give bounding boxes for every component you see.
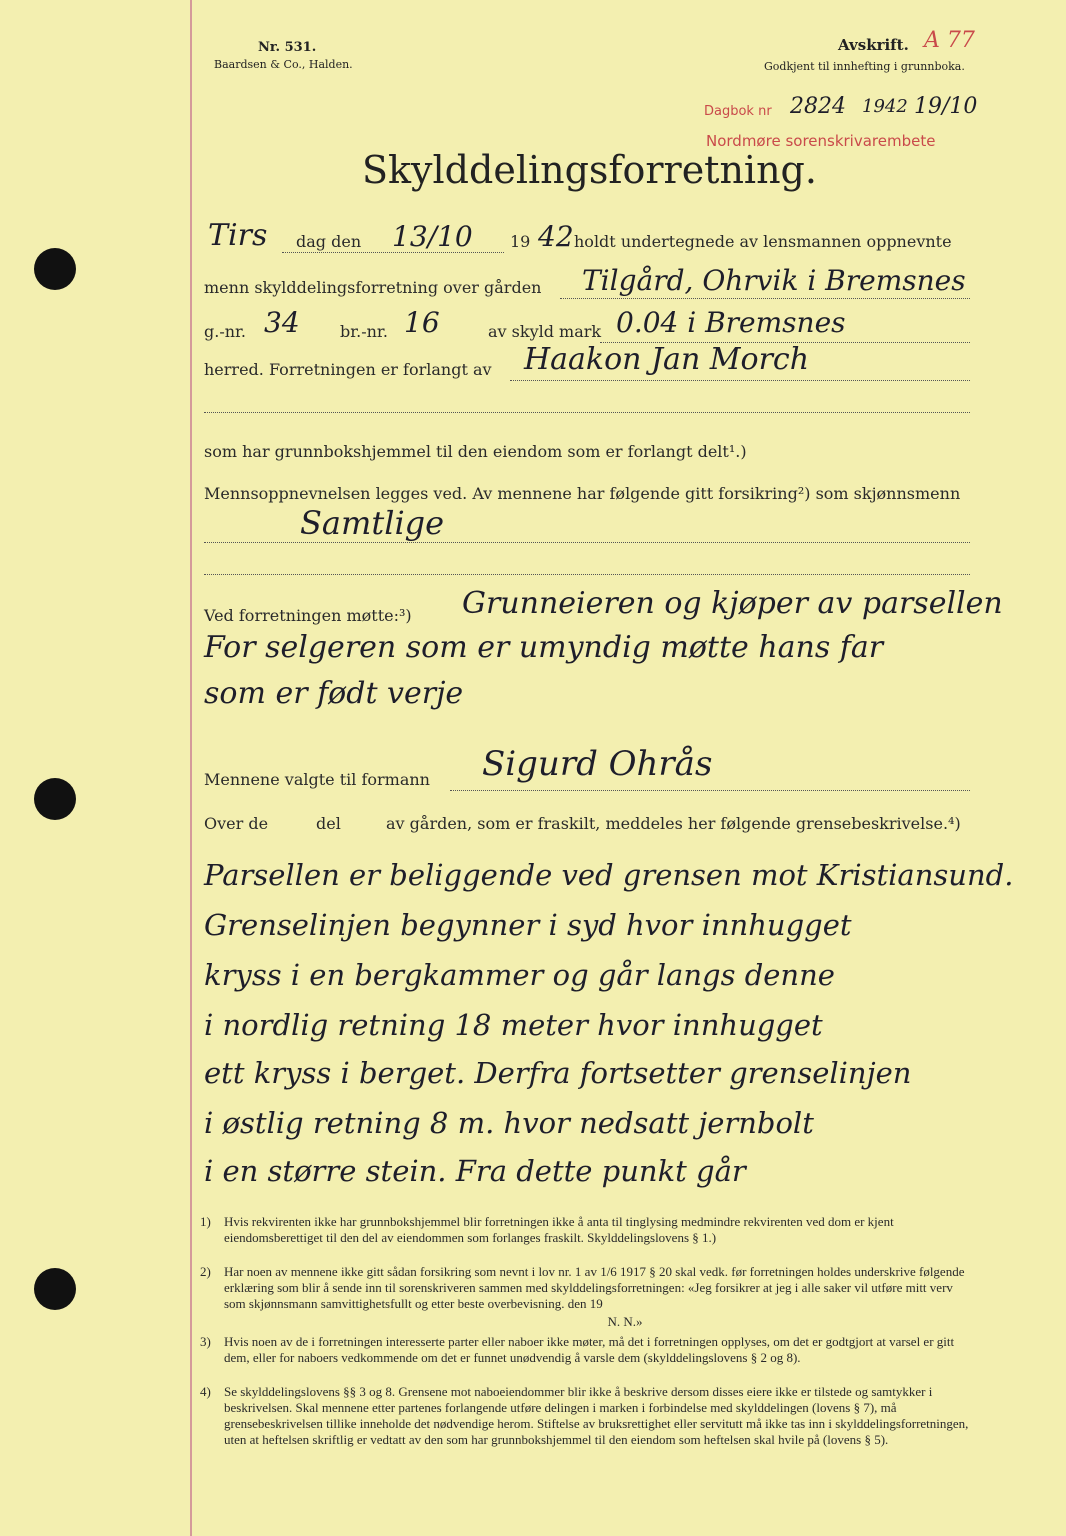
menn-text: menn skylddelingsforretning over gården xyxy=(204,278,542,297)
dotted-line xyxy=(204,542,970,543)
motte-line-1: Grunneieren og kjøper av parsellen xyxy=(462,586,1003,621)
footnote xyxy=(200,1384,970,1448)
dagbok-date: 19/10 xyxy=(914,94,978,119)
motte-line-3: som er født verje xyxy=(204,676,464,711)
grunnbok-text: som har grunnbokshjemmel til den eiendom som er forlangt delt¹.) xyxy=(204,442,747,461)
herred-text: herred. Forretningen er forlangt av xyxy=(204,360,492,379)
footnote xyxy=(200,1334,970,1366)
description-line: i nordlig retning 18 meter hvor innhugget xyxy=(204,1008,823,1042)
dagbok-prefix: Dagbok nr xyxy=(704,104,772,119)
description-line: Grenselinjen begynner i syd hvor innhugget xyxy=(204,908,852,942)
printer-name: Baardsen & Co., Halden. xyxy=(214,58,353,71)
farm-name: Tilgård, Ohrvik i Bremsnes xyxy=(582,264,966,297)
year-prefix: 19 xyxy=(510,232,531,251)
footnote xyxy=(200,1264,970,1312)
brnr-label: br.-nr. xyxy=(340,322,388,341)
dotted-line xyxy=(450,790,970,791)
brnr-value: 16 xyxy=(404,306,440,339)
avskrift-label: Avskrift. xyxy=(838,36,909,54)
footnote-text: N. N.» xyxy=(607,1314,643,1329)
binder-hole xyxy=(34,248,76,290)
binder-hole xyxy=(34,778,76,820)
avskrift-mark: A 77 xyxy=(924,28,975,53)
footnote-number: 2) xyxy=(200,1264,211,1279)
day-name: Tirs xyxy=(208,218,268,253)
binder-hole xyxy=(34,1268,76,1310)
skyld-label: av skyld mark xyxy=(488,322,602,341)
motte-label: Ved forretningen møtte:³) xyxy=(204,606,412,625)
description-line: kryss i en bergkammer og går langs denne xyxy=(204,958,835,992)
requester-name: Haakon Jan Morch xyxy=(524,342,810,377)
date-value: 13/10 xyxy=(392,220,473,253)
dag-den-label: dag den xyxy=(296,232,362,251)
footnote-text: Se skylddelingslovens §§ 3 og 8. Grensene mot naboeiendommer blir ikke å beskrive dersom disses eiere ikke er tilstede og samtykker i beskrivelsen. Skal mennene etter partenes forlangende utføre delingen i marken i forbindelse med skylddelingen (lovens § 7), må grensebeskrivelsen tillike inneholde det nødvendige herom. Stiftelse av bruksrettighet eller servitutt må ikke tas inn i skylddelingsforretningen, uten at heftelsen skriftlig er vedtatt av den som har grunnbokshjemmel til den eiendom som heftelsen skal hvile på (lovens § 5). xyxy=(224,1384,969,1447)
dotted-line xyxy=(204,574,970,575)
office-stamp: Nordmøre sorenskrivarembete xyxy=(706,132,936,150)
description-line: Parsellen er beliggende ved grensen mot Kristiansund. xyxy=(204,858,1014,892)
mennsopp-text: Mennsoppnevnelsen legges ved. Av mennene har følgende gitt forsikring²) som skjønnsmenn xyxy=(204,484,961,503)
formann-label: Mennene valgte til formann xyxy=(204,770,430,789)
form-number: Nr. 531. xyxy=(258,40,317,55)
footnote-text: Hvis rekvirenten ikke har grunnbokshjemmel blir forretningen ikke å anta til tinglysing medmindre rekvirenten ved dom er kjent eiendomsberettiget til den del av eiendommen som forlanges fraskilt. Skylddelingslovens § 1.) xyxy=(224,1214,894,1245)
holdt-text: holdt undertegnede av lensmannen oppnevnte xyxy=(574,232,952,251)
dotted-line xyxy=(560,298,970,299)
description-line: i østlig retning 8 m. hvor nedsatt jernbolt xyxy=(204,1106,814,1140)
dagbok-year: 1942 xyxy=(862,96,908,117)
dotted-line xyxy=(510,380,970,381)
description-line: ett kryss i berget. Derfra fortsetter grenselinjen xyxy=(204,1056,912,1090)
document-title: Skylddelingsforretning. xyxy=(362,148,817,192)
dagbok-number: 2824 xyxy=(790,94,846,119)
dotted-line xyxy=(204,412,970,413)
gnr-label: g.-nr. xyxy=(204,322,247,341)
footnote-text: Har noen av mennene ikke gitt sådan forsikring som nevnt i lov nr. 1 av 1/6 1917 § 20 skal vedk. før forretningen holdes underskrive følgende erklæring som blir å sende inn til sorenskriveren sammen med skylddelingsforretningen: «Jeg forsikrer at jeg i alle saker vil utføre mitt verv som skjønnsmann samvittighetsfullt og etter beste overbevisning. den 19 xyxy=(224,1264,965,1311)
year-suffix: 42 xyxy=(538,220,574,253)
skyld-value: 0.04 i Bremsnes xyxy=(616,306,846,339)
footnote-number: 1) xyxy=(200,1214,211,1229)
motte-line-2: For selgeren som er umyndig møtte hans far xyxy=(204,630,884,665)
gnr-value: 34 xyxy=(264,306,300,339)
over-label: Over de xyxy=(204,814,269,833)
del-label: del xyxy=(316,814,341,833)
footnote-text: Hvis noen av de i forretningen interesserte parter eller naboer ikke møter, må det i forretningen opplyses, om det er godtgjort at varsel er gitt dem, eller for naboers vedkommende om det er funnet unødvendig å varsle dem (skylddelingslovens § 2 og 8). xyxy=(224,1334,955,1365)
dotted-line xyxy=(282,252,504,253)
footnote xyxy=(200,1214,970,1246)
margin-line xyxy=(190,0,192,1536)
footnote-signature xyxy=(200,1314,1010,1330)
description-line: i en større stein. Fra dette punkt går xyxy=(204,1154,746,1188)
formann-name: Sigurd Ohrås xyxy=(482,744,713,784)
footnote-number: 3) xyxy=(200,1334,211,1349)
forsikring-value: Samtlige xyxy=(300,504,445,542)
godkjent-note: Godkjent til innhefting i grunnboka. xyxy=(764,60,965,73)
garden-text: av gården, som er fraskilt, meddeles her følgende grensebeskrivelse.⁴) xyxy=(386,814,961,833)
footnote-number: 4) xyxy=(200,1384,211,1399)
